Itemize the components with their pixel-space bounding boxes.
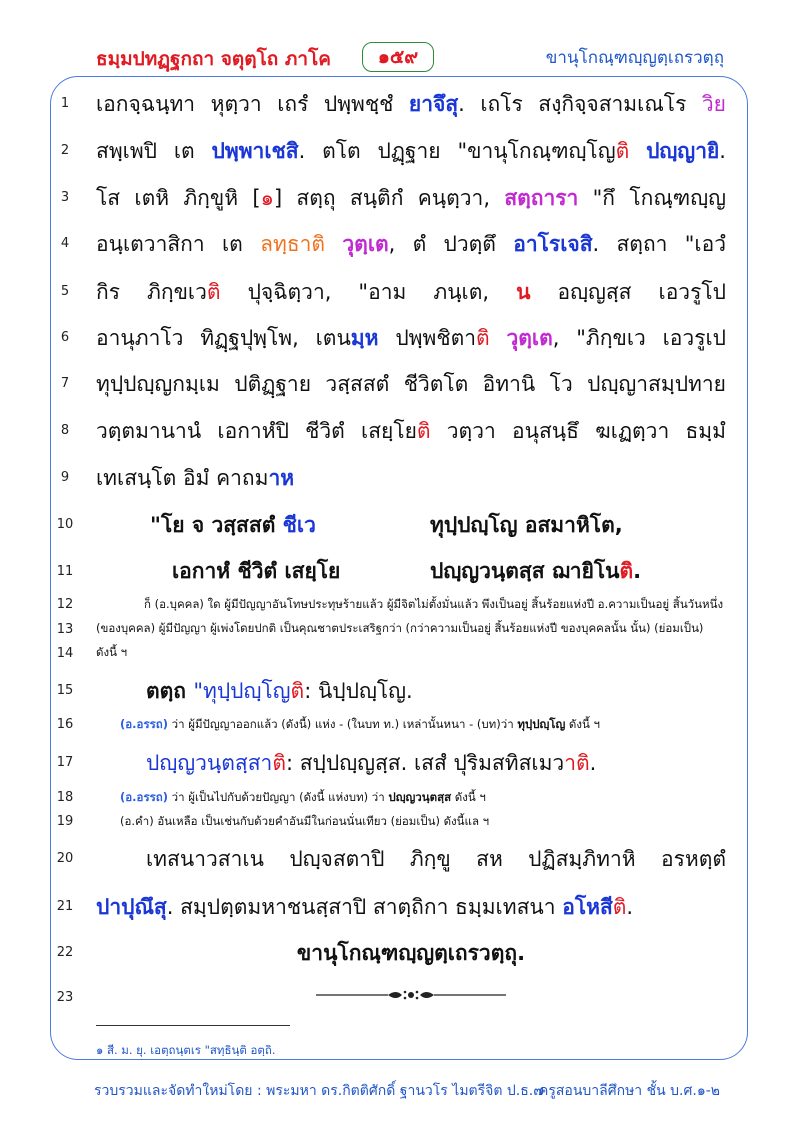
ornament-divider-icon <box>316 988 506 1002</box>
text-line-3: โส เตหิ ภิกฺขูหิ [๑] สตฺถุ สนฺติกํ คนฺตฺวา, สตฺถารา "กึ โกณฺฑญฺญ <box>96 186 727 210</box>
line-number: 22 <box>56 945 74 960</box>
text-line-6: อานุภาโว ทิฏฺฐปุพฺโพ, เตนมฺห ปพฺพชิตาติ วุตฺเต, "ภิกฺขเว เอวรูเป <box>96 326 726 350</box>
translation-line-12: ก็ (อ.บุคคล) ใด ผู้มีปัญญาอันโทษประทุษร้ายแล้ว ผู้มีจิตไม่ตั้งมั่นแล้ว พึงเป็นอยู่ สิ้นร้อยแห่งปี อ.ความเป็นอยู่ สิ้นวันหนึ่ง <box>144 597 724 611</box>
footnote-rule <box>96 1025 290 1026</box>
text-line-5: กิร ภิกฺขเวติ ปุจฺฉิตฺวา, "อาม ภนฺเต, น อญฺญสฺส เอวรูโป <box>96 280 726 304</box>
text-line-15: ตตฺถ "ทุปฺปญฺโญติ: นิปฺปญฺโญ. <box>146 679 413 703</box>
line-number: 18 <box>56 790 74 805</box>
text-line-1: เอกจฺฉนฺทา หุตฺวา เถรํ ปพฺพชฺชํ ยาจึสุ. เถโร สงฺกิจฺจสามเณโร วิย <box>96 92 726 116</box>
line-number: 8 <box>60 423 70 438</box>
line-number: 11 <box>56 564 74 579</box>
line-number: 2 <box>60 143 70 158</box>
line-number: 19 <box>56 814 74 829</box>
line-number: 15 <box>56 683 74 698</box>
translation-line-13: (ของบุคคล) ผู้มีปัญญา ผู้เพ่งโดยปกติ เป็นคุณชาตประเสริฐกว่า (กว่าความเป็นอยู่ สิ้นร้อยแห่งปี ของบุคคลนั้น นั้น) (ย่อมเป็น) <box>96 621 704 635</box>
text-line-2: สพฺเพปิ เต ปพฺพาเชสิ. ตโต ปฏฺฐาย "ขานุโกณฺฑญฺโญติ ปญฺญายิ. <box>96 139 726 163</box>
text-line-17: ปญฺญวนฺตสฺสาติ: สปฺปญฺญสฺส. เสสํ ปุริมสทิสเมวาติ. <box>146 751 597 775</box>
text-line-4: อนฺเตวาสิกา เต ลทฺธาติ วุตฺเต, ตํ ปวตฺตึ อาโรเจสิ. สตฺถา "เอวํ <box>96 232 726 256</box>
translation-line-19: (อ.คำ) อันเหลือ เป็นเช่นกับด้วยคำอันมีในก่อนนั่นเทียว (ย่อมเป็น) ดังนี้แล ฯ <box>120 814 490 828</box>
line-number: 3 <box>60 190 70 205</box>
translation-line-16: (อ.อรรถ) ว่า ผู้มีปัญญาออกแล้ว (ดังนี้) แห่ง - (ในบท ท.) เหล่านั้นหนา - (บท)ว่า ทุปฺปญฺโญ ดังนี้ ฯ <box>120 717 600 731</box>
line-number: 7 <box>60 376 70 391</box>
line-number: 4 <box>60 236 70 251</box>
translation-line-18: (อ.อรรถ) ว่า ผู้เป็นไปกับด้วยปัญญา (ดังนี้ แห่งบท) ว่า ปญฺญวนฺตสฺส ดังนี้ ฯ <box>120 790 486 804</box>
page-header <box>0 38 800 78</box>
story-title: ขานุโกณฺฑญฺญตฺเถรวตฺถุ <box>545 48 724 68</box>
line-number: 13 <box>56 622 74 637</box>
story-end-title: ขานุโกณฺฑญฺญตฺเถรวตฺถุ. <box>296 941 526 965</box>
text-line-20: เทสนาวสาเน ปญฺจสตาปิ ภิกฺขู สห ปฏิสมฺภิทาหิ อรหตฺตํ <box>146 847 726 871</box>
verse-line-1-left: "โย จ วสฺสสตํ ชีเว <box>150 513 316 537</box>
footnote-ref: ๑ <box>260 186 274 210</box>
line-number: 21 <box>56 899 74 914</box>
footer-author: รวบรวมและจัดทำใหม่โดย : พระมหา ดร.กิตติศักดิ์ ฐานวโร ไมตรีจิต ป.ธ.๗ <box>94 1083 544 1099</box>
footnote: ๑ สี. ม. ยุ. เอตฺถนฺตเร "สทฺธินฺติ อตฺถิ. <box>96 1043 276 1057</box>
line-number: 9 <box>60 470 70 485</box>
text-line-7: ทุปฺปญฺญกมฺเม ปติฏฺฐาย วสฺสสตํ ชีวิตโต อิทานิ โว ปญฺญาสมฺปทาย <box>96 372 726 396</box>
verse-line-2-left: เอกาหํ ชีวิตํ เสยฺโย <box>172 559 341 583</box>
verse-line-2-right: ปญฺญวนฺตสฺส ฌายิโนติ. <box>430 559 642 583</box>
text-line-9: เทเสนฺโต อิมํ คาถมาห <box>96 466 295 490</box>
text-line-21: ปาปุณึสุ. สมฺปตฺตมหาชนสฺสาปิ สาตฺถิกา ธมฺมเทสนา อโหสีติ. <box>96 895 634 919</box>
text-line-8: วตฺตมานานํ เอกาหํปิ ชีวิตํ เสยฺโยติ วตฺวา อนุสนฺธึ ฆเฏตฺวา ธมฺมํ <box>96 419 726 443</box>
page-number: ๑๕๙ <box>362 42 434 72</box>
line-number: 10 <box>56 517 74 532</box>
line-number: 12 <box>56 597 74 612</box>
line-number: 1 <box>60 96 70 111</box>
line-number: 5 <box>60 284 70 299</box>
line-number: 17 <box>56 755 74 770</box>
translation-line-14: ดังนี้ ฯ <box>96 645 128 659</box>
book-title: ธมฺมปทฏฺฐกถา จตุตฺโถ ภาโค <box>96 48 332 70</box>
line-number: 6 <box>60 330 70 345</box>
line-number: 23 <box>56 990 74 1005</box>
line-number: 20 <box>56 851 74 866</box>
line-number: 16 <box>56 717 74 732</box>
verse-line-1-right: ทุปฺปญฺโญ อสมาหิโต, <box>430 513 623 537</box>
line-number: 14 <box>56 646 74 661</box>
footer-course: ครูสอนบาลีศึกษา ชั้น บ.ศ.๑-๒ <box>538 1083 720 1099</box>
